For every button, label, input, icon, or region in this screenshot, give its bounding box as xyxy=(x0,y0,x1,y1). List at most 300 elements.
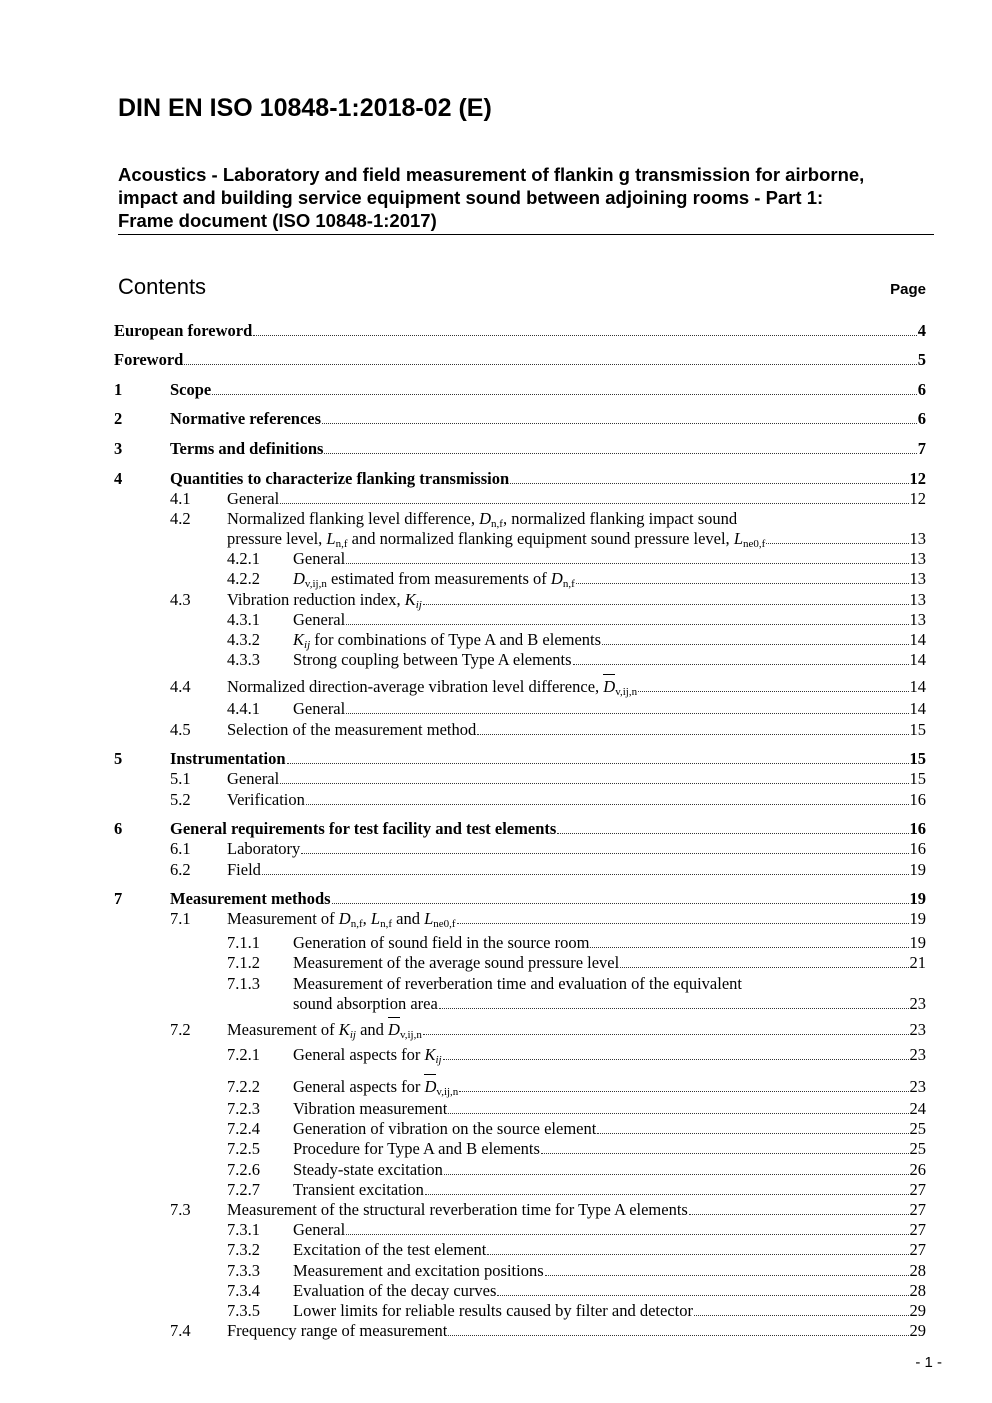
dot-leader xyxy=(602,644,908,645)
section-title xyxy=(170,469,509,489)
section-number: 7.2.2 xyxy=(227,1077,260,1096)
toc-line xyxy=(170,439,926,459)
toc-line xyxy=(170,469,926,489)
page-number-ref: 14 xyxy=(909,650,926,669)
title-text: Frequency range of measurement xyxy=(227,1321,448,1340)
title-text: Normalized flanking level difference, xyxy=(227,509,480,528)
section-title-first-line xyxy=(227,509,737,529)
dot-leader xyxy=(443,1059,909,1060)
math-symbol: L xyxy=(733,529,743,548)
section-number: 7.3 xyxy=(170,1200,191,1219)
math-symbol: D xyxy=(293,569,305,588)
section-number: 4.2.2 xyxy=(227,569,260,588)
section-title xyxy=(293,933,589,953)
toc-line xyxy=(293,1281,926,1301)
page-number-ref: 15 xyxy=(909,769,926,788)
title-text: and normalized flanking equipment sound pressure level, xyxy=(347,529,734,548)
section-number: 7.2.5 xyxy=(227,1139,260,1158)
math-symbol: v,ij,n xyxy=(304,578,327,590)
dot-leader xyxy=(573,664,909,665)
math-symbol: n,f xyxy=(491,518,503,530)
page-number-ref: 12 xyxy=(909,469,926,488)
title-text: General xyxy=(293,610,346,629)
title-text: Quantities to characterize flanking transmission xyxy=(170,469,510,488)
section-title xyxy=(227,909,456,929)
title-text: Selection of the measurement method xyxy=(227,720,477,739)
dot-leader xyxy=(689,1214,909,1215)
math-symbol: D xyxy=(550,569,563,588)
toc-line xyxy=(227,489,926,509)
toc-line xyxy=(293,630,926,650)
dot-leader xyxy=(448,1113,908,1114)
dot-leader xyxy=(457,923,909,924)
section-title xyxy=(170,889,331,909)
section-title xyxy=(293,994,438,1014)
section-title xyxy=(170,380,211,400)
toc-line xyxy=(293,610,926,630)
section-title xyxy=(293,1220,345,1240)
title-text: Excitation of the test element xyxy=(293,1240,487,1259)
page-number-ref: 28 xyxy=(909,1281,926,1300)
toc-line xyxy=(293,933,926,953)
math-symbol: ne0,f xyxy=(743,538,766,550)
page-number-ref: 23 xyxy=(909,1045,926,1064)
page-number-ref: 21 xyxy=(909,953,926,972)
section-number: 4.3.3 xyxy=(227,650,260,669)
math-symbol: K xyxy=(338,1020,350,1039)
title-text: General xyxy=(227,489,280,508)
dot-leader xyxy=(638,691,908,692)
page-number-ref: 14 xyxy=(909,677,926,696)
page-number-ref: 6 xyxy=(917,409,926,428)
section-number: 7.1.1 xyxy=(227,933,260,952)
dot-leader xyxy=(557,833,908,834)
section-title xyxy=(227,1321,447,1341)
document-id: DIN EN ISO 10848-1:2018-02 (E) xyxy=(118,94,492,122)
toc-line xyxy=(170,819,926,839)
page-number-ref: 5 xyxy=(917,350,926,369)
toc-line xyxy=(114,350,926,370)
title-text: Foreword xyxy=(114,350,184,369)
math-symbol: n,f xyxy=(380,918,392,930)
math-symbol: n,f xyxy=(562,578,575,590)
section-title xyxy=(227,529,765,549)
section-title xyxy=(170,749,286,769)
section-title xyxy=(227,839,300,859)
section-title xyxy=(227,720,476,740)
page-number-ref: 24 xyxy=(909,1099,926,1118)
section-title xyxy=(293,1261,544,1281)
page-number-ref: 27 xyxy=(909,1200,926,1219)
toc-line xyxy=(293,994,926,1014)
title-text: General xyxy=(227,769,280,788)
section-number: 6.1 xyxy=(170,839,191,858)
page-number-ref: 23 xyxy=(909,994,926,1013)
page-number-ref: 14 xyxy=(909,630,926,649)
section-title xyxy=(293,610,345,630)
title-text: , xyxy=(362,909,371,928)
section-title xyxy=(293,1099,447,1119)
section-number: 7.4 xyxy=(170,1321,191,1340)
title-text: Evaluation of the decay curves xyxy=(293,1281,497,1300)
dot-leader xyxy=(766,543,908,544)
math-symbol: ij xyxy=(349,1029,356,1041)
section-title-first-line xyxy=(293,974,742,994)
dot-leader xyxy=(448,1335,908,1336)
page-number-ref: 28 xyxy=(909,1261,926,1280)
section-number: 4.3.2 xyxy=(227,630,260,649)
section-title xyxy=(227,489,279,509)
page-number-ref: 15 xyxy=(909,749,926,768)
section-title xyxy=(293,1077,458,1097)
page-number-ref: 6 xyxy=(917,380,926,399)
section-title xyxy=(293,569,575,589)
dot-leader xyxy=(620,967,908,968)
toc-line xyxy=(293,1077,926,1097)
title-text: General xyxy=(293,1220,346,1239)
toc-line xyxy=(170,409,926,429)
math-symbol: v,ij,n xyxy=(615,686,638,698)
dot-leader xyxy=(324,453,916,454)
page-number-ref: 16 xyxy=(909,819,926,838)
dot-leader xyxy=(425,1194,909,1195)
dot-leader xyxy=(545,1275,909,1276)
section-title xyxy=(227,790,305,810)
dot-leader xyxy=(439,1008,909,1009)
toc-line xyxy=(227,860,926,880)
dot-leader xyxy=(423,604,909,605)
section-number: 1 xyxy=(114,380,123,399)
title-text: Transient excitation xyxy=(293,1180,424,1199)
section-title xyxy=(293,1240,486,1260)
section-title xyxy=(227,860,261,880)
section-number: 4.5 xyxy=(170,720,191,739)
section-title xyxy=(170,409,321,429)
toc-line xyxy=(293,1240,926,1260)
math-symbol: D xyxy=(388,1017,400,1039)
section-title xyxy=(227,1020,422,1040)
page-number-ref: 14 xyxy=(909,699,926,718)
math-symbol: ij xyxy=(435,1054,442,1066)
toc-line xyxy=(227,1020,926,1040)
title-text: Vibration reduction index, xyxy=(227,590,405,609)
title-text: Laboratory xyxy=(227,839,301,858)
section-number: 4.4 xyxy=(170,677,191,696)
section-title xyxy=(293,650,572,670)
section-number: 4 xyxy=(114,469,123,488)
section-title xyxy=(114,350,183,370)
section-title xyxy=(114,321,252,341)
page-number-ref: 19 xyxy=(909,909,926,928)
toc-line xyxy=(293,953,926,973)
math-symbol: K xyxy=(404,590,416,609)
section-title xyxy=(293,1301,693,1321)
dot-leader xyxy=(346,713,908,714)
toc-line xyxy=(227,1200,926,1220)
page-number-ref: 12 xyxy=(909,489,926,508)
toc-line xyxy=(227,529,926,549)
section-title xyxy=(293,1281,496,1301)
page-number-ref: 23 xyxy=(909,1077,926,1096)
title-text: Measurement of the average sound pressure level xyxy=(293,953,620,972)
page-number-ref: 23 xyxy=(909,1020,926,1039)
math-symbol: L xyxy=(424,909,434,928)
section-number: 5.1 xyxy=(170,769,191,788)
title-text: sound absorption area xyxy=(293,994,438,1013)
title-text: Field xyxy=(227,860,261,879)
page-number-ref: 16 xyxy=(909,839,926,858)
section-number: 7.3.4 xyxy=(227,1281,260,1300)
toc-line xyxy=(293,1099,926,1119)
math-symbol: K xyxy=(424,1045,436,1064)
title-text: and xyxy=(392,909,425,928)
toc-line xyxy=(293,569,926,589)
title-text: General aspects for xyxy=(293,1045,425,1064)
title-text: Strong coupling between Type A elements xyxy=(293,650,572,669)
title-text: , normalized flanking impact sound xyxy=(502,509,738,528)
section-number: 7.3.5 xyxy=(227,1301,260,1320)
toc-line xyxy=(227,839,926,859)
section-title xyxy=(293,1045,442,1065)
title-text: Measurement of xyxy=(227,1020,339,1039)
toc-line xyxy=(293,1119,926,1139)
section-number: 7.3.1 xyxy=(227,1220,260,1239)
dot-leader xyxy=(287,763,909,764)
section-number: 7.3.3 xyxy=(227,1261,260,1280)
dot-leader xyxy=(280,783,908,784)
toc-line xyxy=(227,720,926,740)
section-title xyxy=(227,769,279,789)
math-symbol: L xyxy=(370,909,381,928)
page-number-ref: 27 xyxy=(909,1180,926,1199)
page-number-ref: 16 xyxy=(909,790,926,809)
title-text: Verification xyxy=(227,790,305,809)
dot-leader xyxy=(576,583,909,584)
math-symbol: K xyxy=(293,630,305,649)
dot-leader xyxy=(423,1034,909,1035)
math-symbol: ne0,f xyxy=(433,918,456,930)
section-number: 7.2.6 xyxy=(227,1160,260,1179)
page-number-ref: 29 xyxy=(909,1301,926,1320)
title-text: estimated from measurements of xyxy=(326,569,551,588)
title-text: Normalized direction-average vibration level difference, xyxy=(227,677,604,696)
dot-leader xyxy=(280,503,908,504)
toc-line xyxy=(293,1045,926,1065)
page-number-ref: 19 xyxy=(909,889,926,908)
page-number-ref: 7 xyxy=(917,439,926,458)
dot-leader xyxy=(459,1091,908,1092)
math-symbol: v,ij,n xyxy=(399,1029,422,1041)
section-number: 4.2.1 xyxy=(227,549,260,568)
dot-leader xyxy=(322,423,917,424)
section-number: 7.1 xyxy=(170,909,191,928)
page-number-ref: 4 xyxy=(917,321,926,340)
section-title xyxy=(170,819,556,839)
math-symbol: ij xyxy=(304,639,311,651)
title-text: Measurement of the structural reverberation time for Type A elements xyxy=(227,1200,688,1219)
page-number-ref: 26 xyxy=(909,1160,926,1179)
page-number-ref: 27 xyxy=(909,1240,926,1259)
dot-leader xyxy=(444,1174,909,1175)
toc-line xyxy=(170,749,926,769)
section-number: 7.3.2 xyxy=(227,1240,260,1259)
section-number: 7 xyxy=(114,889,123,908)
page-number-ref: 27 xyxy=(909,1220,926,1239)
toc-line xyxy=(293,549,926,569)
toc-line xyxy=(227,590,926,610)
page-number-ref: 13 xyxy=(909,610,926,629)
toc-line xyxy=(227,790,926,810)
section-number: 7.2.3 xyxy=(227,1099,260,1118)
title-text: Steady-state excitation xyxy=(293,1160,443,1179)
dot-leader xyxy=(346,1234,908,1235)
toc-line xyxy=(227,1321,926,1341)
toc-line xyxy=(114,321,926,341)
section-number: 6.2 xyxy=(170,860,191,879)
title-text: and xyxy=(355,1020,389,1039)
toc-line xyxy=(293,1180,926,1200)
section-number: 4.1 xyxy=(170,489,191,508)
title-text: Terms and definitions xyxy=(170,439,324,458)
title-text: Generation of sound field in the source room xyxy=(293,933,590,952)
section-number: 7.2 xyxy=(170,1020,191,1039)
dot-leader xyxy=(346,563,908,564)
dot-leader xyxy=(301,853,908,854)
math-symbol: ij xyxy=(415,599,422,611)
section-title xyxy=(170,439,323,459)
toc-line xyxy=(293,1160,926,1180)
section-title xyxy=(227,1200,688,1220)
page-column-label: Page xyxy=(890,281,926,298)
dot-leader xyxy=(497,1295,908,1296)
title-text: Instrumentation xyxy=(170,749,286,768)
section-number: 7.1.2 xyxy=(227,953,260,972)
title-text: Measurement of reverberation time and evaluation of the equivalent xyxy=(293,974,742,993)
title-line: impact and building service equipment sound between adjoining rooms - Part 1: xyxy=(118,187,824,208)
dot-leader xyxy=(510,483,908,484)
section-number: 3 xyxy=(114,439,123,458)
title-text: Normative references xyxy=(170,409,322,428)
section-number: 4.4.1 xyxy=(227,699,260,718)
page-number-ref: 13 xyxy=(909,529,926,548)
toc-line xyxy=(170,380,926,400)
title-text: Scope xyxy=(170,380,212,399)
title-text: General aspects for xyxy=(293,1077,425,1096)
section-number: 7.2.7 xyxy=(227,1180,260,1199)
dot-leader xyxy=(694,1315,909,1316)
page-number-ref: 29 xyxy=(909,1321,926,1340)
math-symbol: D xyxy=(603,674,615,696)
section-title xyxy=(293,630,601,650)
toc-line xyxy=(293,1220,926,1240)
toc-line xyxy=(293,650,926,670)
section-title xyxy=(227,590,422,610)
math-symbol: n,f xyxy=(350,918,363,930)
section-number: 6 xyxy=(114,819,123,838)
dot-leader xyxy=(306,804,909,805)
section-title xyxy=(293,953,619,973)
page-number-ref: 13 xyxy=(909,549,926,568)
section-title xyxy=(293,1119,596,1139)
contents-heading: Contents xyxy=(118,274,207,299)
dot-leader xyxy=(184,364,916,365)
page-number: - 1 - xyxy=(915,1354,942,1371)
title-line: Frame document (ISO 10848-1:2017) xyxy=(118,210,437,231)
dot-leader xyxy=(253,335,916,336)
title-text: for combinations of Type A and B elements xyxy=(310,630,602,649)
dot-leader xyxy=(346,624,908,625)
title-text: Procedure for Type A and B elements xyxy=(293,1139,540,1158)
dot-leader xyxy=(590,947,908,948)
title-text: pressure level, xyxy=(227,529,327,548)
title-text: European foreword xyxy=(114,321,253,340)
section-number: 5.2 xyxy=(170,790,191,809)
section-title xyxy=(227,677,637,697)
title-text: Lower limits for reliable results caused by filter and detector xyxy=(293,1301,693,1320)
section-title xyxy=(293,1180,424,1200)
dot-leader xyxy=(212,394,917,395)
section-title xyxy=(293,699,345,719)
dot-leader xyxy=(477,734,908,735)
title-line: Acoustics - Laboratory and field measurement of flankin g transmission for airborne, xyxy=(118,164,865,185)
section-number: 4.3.1 xyxy=(227,610,260,629)
section-number: 4.2 xyxy=(170,509,191,528)
dot-leader xyxy=(487,1254,908,1255)
toc-line xyxy=(227,909,926,929)
page-number-ref: 19 xyxy=(909,933,926,952)
title-text: General requirements for test facility and test elements xyxy=(170,819,557,838)
math-symbol: D xyxy=(479,509,492,528)
dot-leader xyxy=(332,903,909,904)
section-number: 7.2.1 xyxy=(227,1045,260,1064)
toc-line xyxy=(293,1301,926,1321)
section-title xyxy=(293,549,345,569)
page-number-ref: 13 xyxy=(909,590,926,609)
toc-line xyxy=(293,1261,926,1281)
section-number: 7.2.4 xyxy=(227,1119,260,1138)
math-symbol: v,ij,n xyxy=(436,1086,459,1098)
dot-leader xyxy=(541,1153,909,1154)
title-text: Measurement of xyxy=(227,909,339,928)
dot-leader xyxy=(262,874,909,875)
section-title xyxy=(293,1139,540,1159)
section-number: 7.1.3 xyxy=(227,974,260,993)
title-text: Vibration measurement xyxy=(293,1099,448,1118)
toc-line xyxy=(170,889,926,909)
section-title xyxy=(293,1160,443,1180)
page-number-ref: 25 xyxy=(909,1119,926,1138)
math-symbol: L xyxy=(326,529,336,548)
title-text: Measurement methods xyxy=(170,889,331,908)
math-symbol: D xyxy=(424,1074,436,1096)
toc-line xyxy=(293,1139,926,1159)
document-title xyxy=(118,163,934,235)
math-symbol: n,f xyxy=(335,538,348,550)
section-number: 2 xyxy=(114,409,123,428)
toc-line xyxy=(227,677,926,697)
title-text: Measurement and excitation positions xyxy=(293,1261,544,1280)
section-number: 5 xyxy=(114,749,123,768)
math-symbol: D xyxy=(338,909,351,928)
title-text: General xyxy=(293,549,346,568)
title-text: General xyxy=(293,699,346,718)
page-number-ref: 13 xyxy=(909,569,926,588)
title-text: Generation of vibration on the source element xyxy=(293,1119,597,1138)
page-number-ref: 15 xyxy=(909,720,926,739)
section-number: 4.3 xyxy=(170,590,191,609)
toc-line xyxy=(293,699,926,719)
page-number-ref: 19 xyxy=(909,860,926,879)
